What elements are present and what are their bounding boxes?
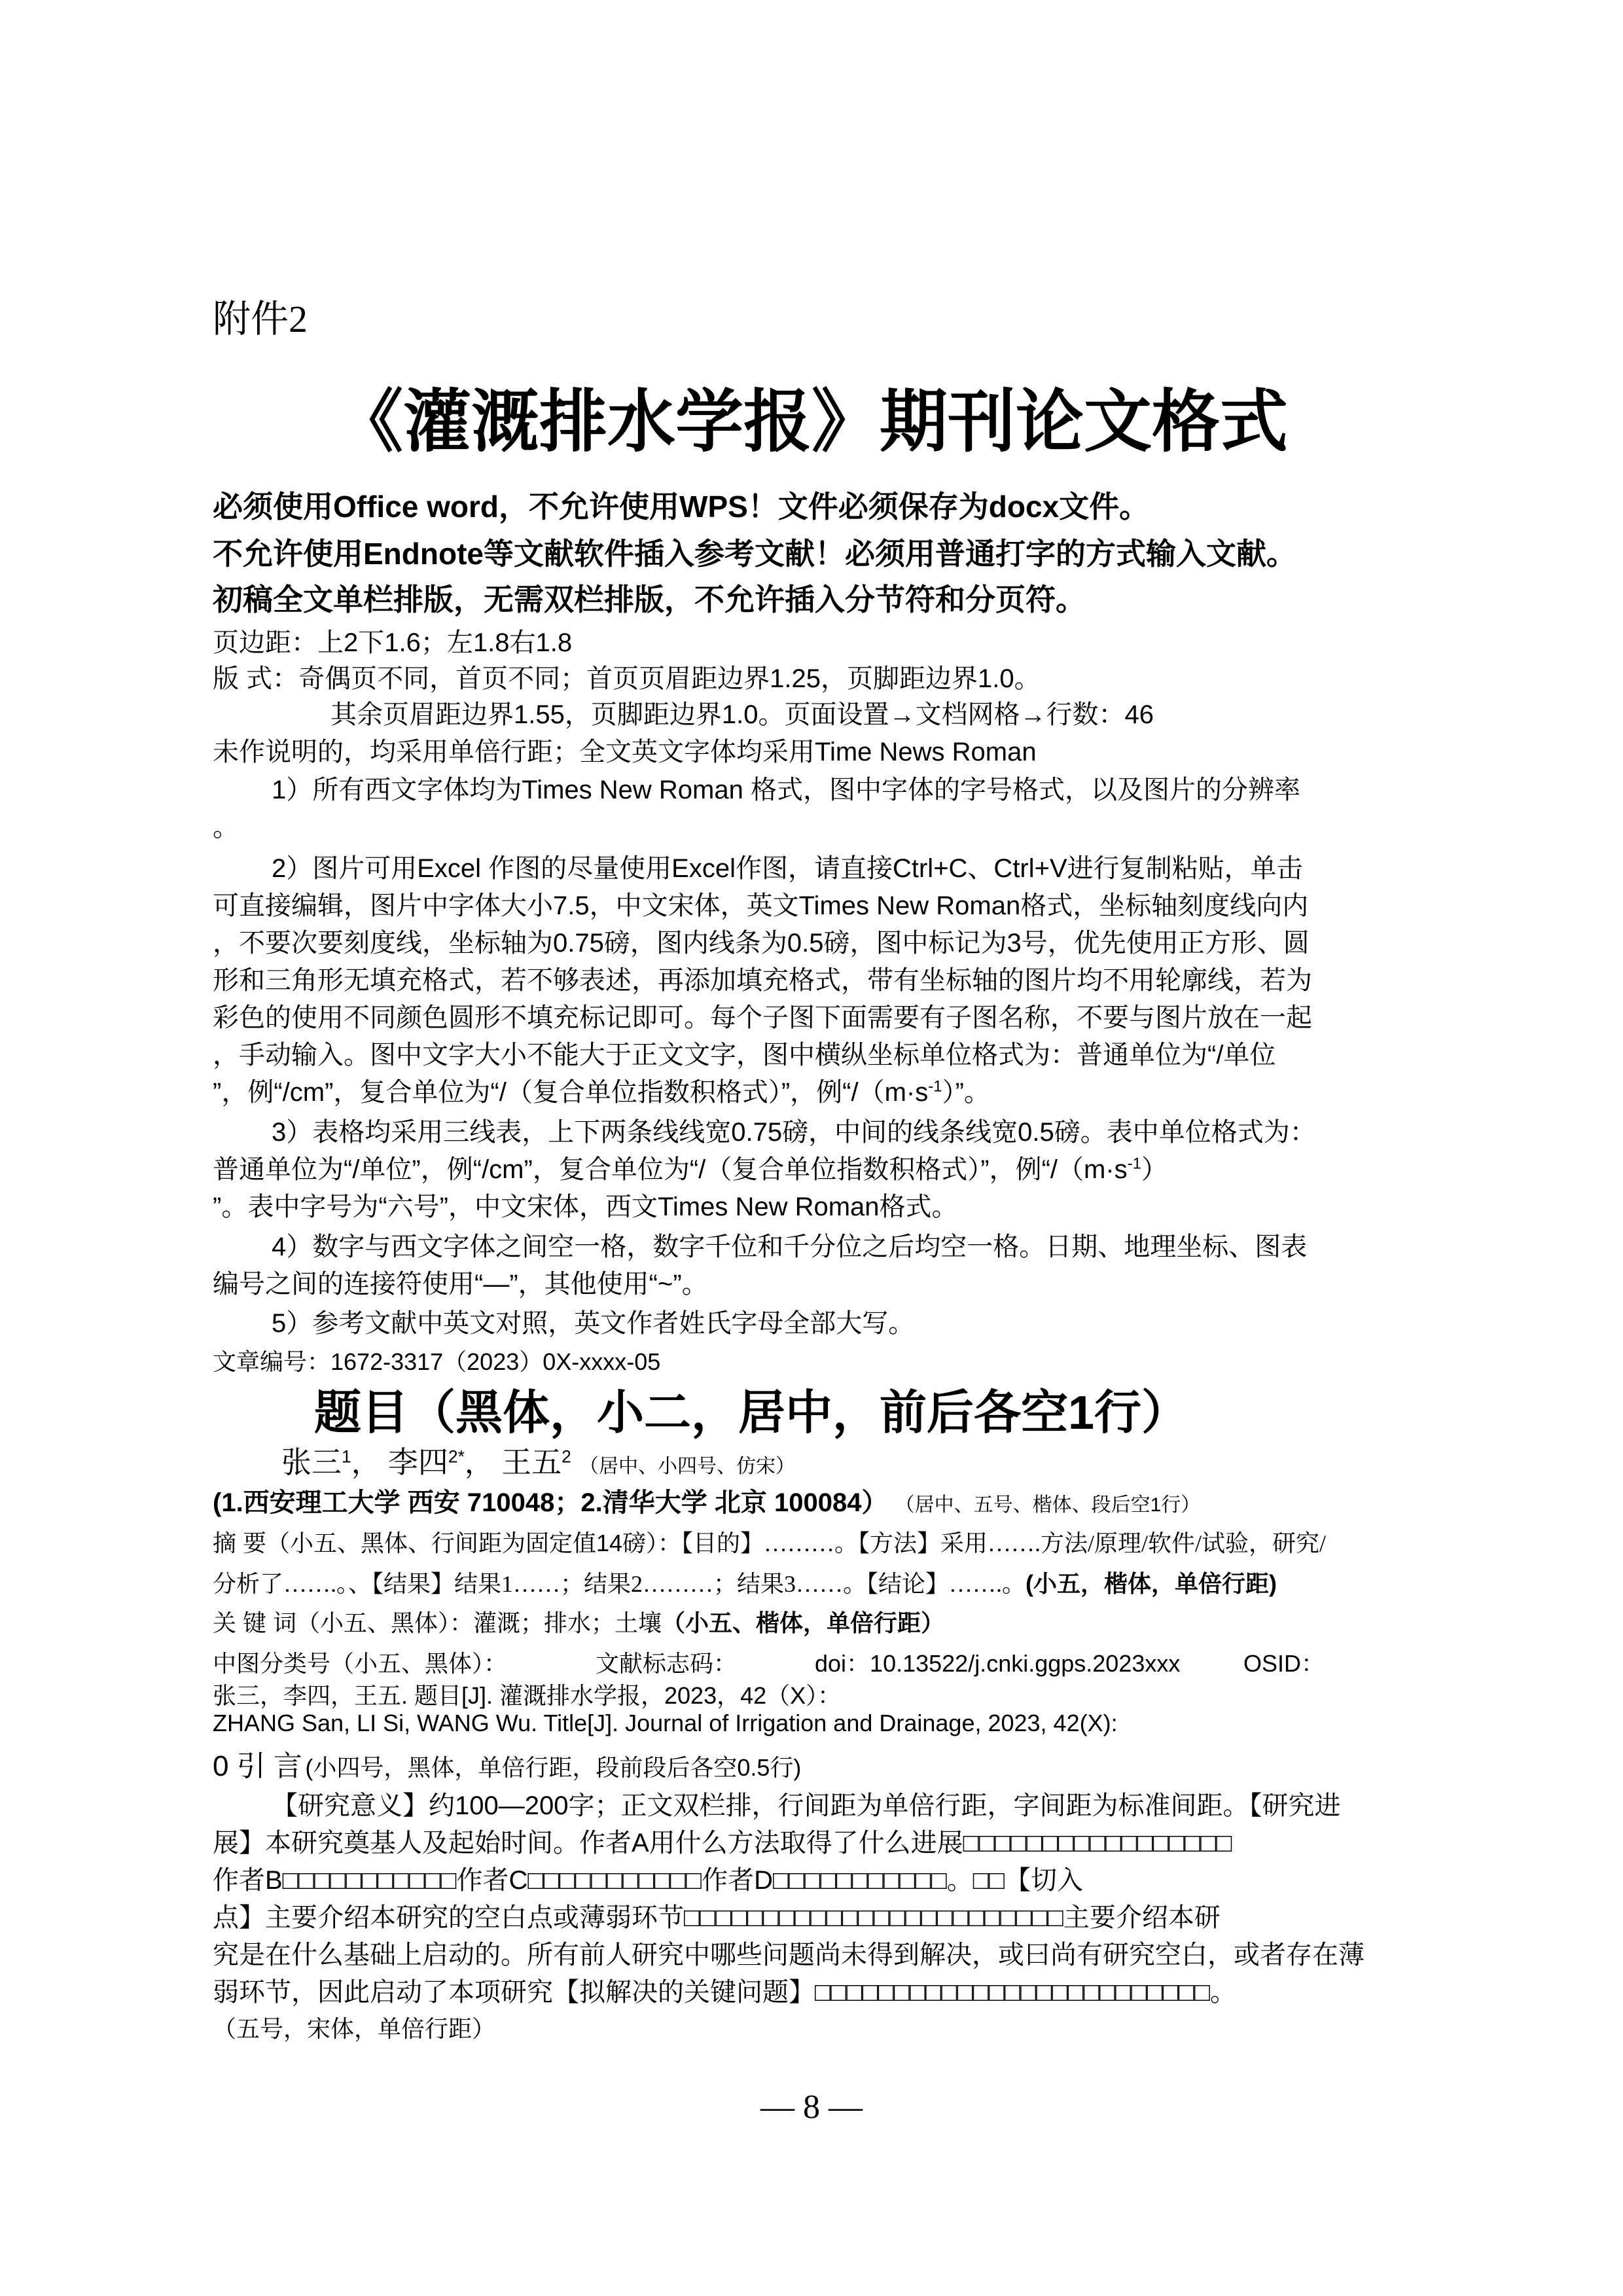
- abstract-label: 摘 要（小五、黑体、行间距为固定值14磅）：: [213, 1530, 682, 1556]
- author-name: 王五: [501, 1446, 562, 1479]
- text-segment: ”，例“/cm”，复合单位为“/（复合单位指数积格式）”，例“/（m·s: [213, 1078, 929, 1107]
- attachment-label: 附件2: [213, 298, 308, 340]
- page-number: — 8 —: [760, 2089, 863, 2126]
- intro-heading-note: (小四号，黑体，单倍行距，段前段后各空0.5行): [305, 1754, 802, 1781]
- rule-item-2-line: 彩色的使用不同颜色圆形不填充标记即可。每个子图下面需要有子图名称，不要与图片放在一起: [213, 1003, 1312, 1032]
- main-title: 《灌溉排水学报》期刊论文格式: [334, 384, 1288, 460]
- author-separator: ，: [464, 1447, 493, 1479]
- abstract-line: [213, 1566, 1277, 1599]
- rule-item-5: 5）参考文献中英文对照，英文作者姓氏字母全部大写。: [272, 1309, 915, 1338]
- rule-item-3-line: [213, 1149, 1168, 1186]
- keywords-format-note: （小五、楷体，单倍行距）: [662, 1609, 945, 1636]
- text-segment: 普通单位为“/单位”，例“/cm”，复合单位为“/（复合单位指数积格式）”，例“/（m·s: [213, 1155, 1128, 1184]
- intro-line: 弱环节，因此启动了本项研究【拟解决的关键问题】□□□□□□□□□□□□□□□□□□□□□□□□□。: [213, 1978, 1237, 2007]
- rule-single-column: 初稿全文单栏排版，无需双栏排版，不允许插入分节符和分页符。: [213, 583, 1086, 617]
- affiliation-line: [213, 1482, 1200, 1519]
- rule-item-3-line: ”。表中字号为“六号”，中文宋体，西文Times New Roman格式。: [213, 1193, 958, 1221]
- intro-line: 【研究意义】约100—200字；正文双栏排，行间距为单倍行距，字间距为标准间距。【研究进: [272, 1791, 1341, 1820]
- author-affiliation-mark: 2*: [448, 1446, 465, 1467]
- rule-item-1: 1）所有西文字体均为Times New Roman 格式，图中字体的字号格式，以及图片的分辨率: [272, 776, 1300, 804]
- article-number: 文章编号：1672-3317（2023）0X-xxxx-05: [213, 1348, 661, 1375]
- superscript: -1: [928, 1077, 942, 1096]
- layout-note: 版 式：奇偶页不同，首页不同；首页页眉距边界1.25，页脚距边界1.0。: [213, 664, 1041, 693]
- rule-item-2-line: [213, 1071, 990, 1109]
- rule-item-4-line: 4）数字与西文字体之间空一格，数字千位和千分位之后均空一格。日期、地理坐标、图表: [272, 1232, 1308, 1261]
- citation-english: ZHANG San, LI Si, WANG Wu. Title[J]. Journal of Irrigation and Drainage, 2023, 42(X):: [213, 1710, 1118, 1736]
- text-segment: ）: [1141, 1155, 1168, 1184]
- osid-label: OSID：: [1243, 1650, 1325, 1677]
- author-affiliation-mark: 1: [342, 1446, 351, 1467]
- rule-no-endnote: 不允许使用Endnote等文献软件插入参考文献！必须用普通打字的方式输入文献。: [213, 537, 1296, 571]
- margin-note: 页边距：上2下1.6；左1.8右1.8: [213, 628, 573, 657]
- rule-item-2-line: ，手动输入。图中文字大小不能大于正文文字，图中横纵坐标单位格式为：普通单位为“/单位: [213, 1041, 1276, 1069]
- rule-item-2-line: 2）图片可用Excel 作图的尽量使用Excel作图，请直接Ctrl+C、Ctrl+V进行复制粘贴，单击: [272, 854, 1303, 883]
- header-footer-note: 其余页眉距边界1.55，页脚距边界1.0。页面设置→文档网格→行数：46: [330, 700, 1154, 729]
- author-line: [281, 1439, 795, 1482]
- citation-chinese: 张三，李四，王五. 题目[J]. 灌溉排水学报，2023，42（X）：: [213, 1682, 842, 1709]
- rule-item-2-line: ，不要次要刻度线，坐标轴为0.75磅，图内线条为0.5磅，图中标记为3号，优先使用正方形、圆: [213, 929, 1310, 958]
- doi: doi：10.13522/j.cnki.ggps.2023xxx: [815, 1650, 1181, 1677]
- rule-item-3-line: 3）表格均采用三线表，上下两条线线宽0.75磅，中间的线条线宽0.5磅。表中单位格式为：: [272, 1118, 1316, 1147]
- keywords-text: 灌溉；排水；土壤: [473, 1610, 662, 1636]
- abstract-format-note: (小五，楷体，单倍行距): [1026, 1570, 1277, 1597]
- intro-heading: 0 引 言: [213, 1750, 302, 1782]
- abstract-text: 分析了…….。、【结果】结果1……；结果2………；结果3……。【结论】…….。: [213, 1571, 1026, 1597]
- text-segment: ）”。: [942, 1078, 990, 1107]
- abstract-line: [213, 1525, 1326, 1558]
- intro-line: 究是在什么基础上启动的。所有前人研究中哪些问题尚未得到解决，或曰尚有研究空白，或者存在薄: [213, 1941, 1364, 1969]
- rule-item-4-line: 编号之间的连接符使用“—”，其他使用“~”。: [213, 1270, 708, 1299]
- intro-line: 作者B□□□□□□□□□□□作者C□□□□□□□□□□□作者D□□□□□□□□□□□。□□【切入: [213, 1866, 1084, 1895]
- rule-word-only: 必须使用Office word，不允许使用WPS！文件必须保存为docx文件。: [213, 490, 1150, 524]
- keywords-label: 关 键 词（小五、黑体）：: [213, 1609, 474, 1636]
- author-name: 李四: [387, 1446, 448, 1479]
- keywords-line: [213, 1605, 944, 1638]
- author-affiliation-mark: 2: [562, 1446, 571, 1467]
- spacing-note: 未作说明的，均采用单倍行距；全文英文字体均采用Time News Roman: [213, 738, 1037, 766]
- author-name: 张三: [281, 1446, 342, 1479]
- doc-code-label: 文献标志码：: [596, 1650, 738, 1677]
- rule-item-1-cont: 。: [213, 813, 239, 842]
- rule-item-2-line: 可直接编辑，图片中字体大小7.5，中文宋体，英文Times New Roman格式，坐标轴刻度线向内: [213, 891, 1309, 920]
- intro-heading-line: [213, 1742, 801, 1784]
- intro-format-note: （五号，宋体，单倍行距）: [213, 2015, 496, 2042]
- clc-label: 中图分类号（小五、黑体）：: [213, 1650, 508, 1677]
- author-separator: ，: [351, 1447, 380, 1479]
- affiliation-format-note: （居中、五号、楷体、段后空1行）: [895, 1494, 1201, 1516]
- superscript: -1: [1127, 1155, 1141, 1173]
- rule-item-2-line: 形和三角形无填充格式，若不够表述，再添加填充格式，带有坐标轴的图片均不用轮廓线，若为: [213, 966, 1312, 995]
- affiliation: (1.西安理工大学 西安 710048；2.清华大学 北京 100084）: [213, 1488, 888, 1517]
- intro-line: 展】本研究奠基人及起始时间。作者A用什么方法取得了什么进展□□□□□□□□□□□□□□□□□: [213, 1829, 1232, 1857]
- abstract-text: 【目的】………。【方法】采用…….方法/原理/软件/试验，研究/: [681, 1530, 1327, 1556]
- intro-line: 点】主要介绍本研究的空白点或薄弱环节□□□□□□□□□□□□□□□□□□□□□□□□主要介绍本研: [213, 1903, 1221, 1932]
- paper-title: 题目（黑体，小二，居中，前后各空1行）: [314, 1387, 1189, 1439]
- author-format-note: （居中、小四号、仿宋）: [579, 1456, 796, 1477]
